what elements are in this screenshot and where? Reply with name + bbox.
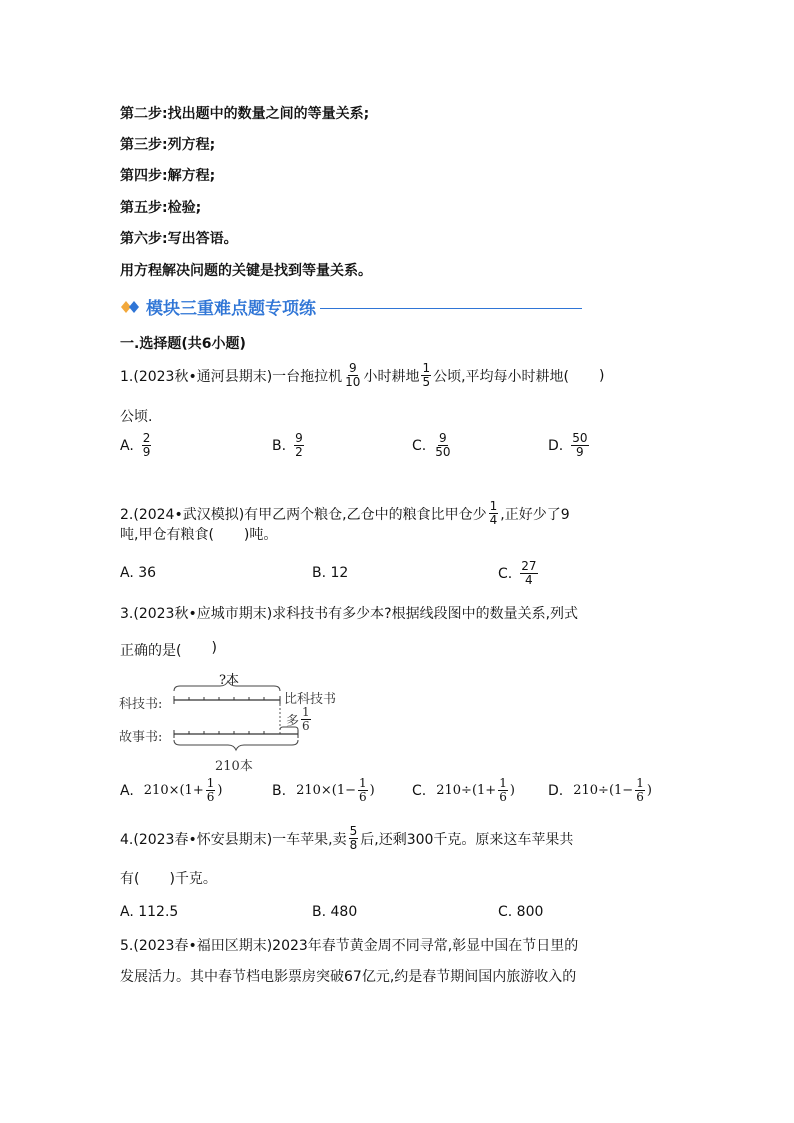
answer-blank[interactable] [181, 640, 211, 660]
diagram-note-2: 多 $\frac{1}{6}$ [286, 705, 310, 733]
q1-option-b[interactable]: B. $\frac{9}{2}$ [272, 431, 303, 459]
question-2: 2.(2024•武汉模拟)有甲乙两个粮仓,乙仓中的粮食比甲仓少 $\frac{1}{4}$ ,正好少了9 [120, 499, 570, 527]
answer-blank[interactable] [214, 524, 244, 544]
section-title: 一.选择题(共6小题) [120, 336, 246, 352]
q3-line-2: 正确的是( ) [120, 640, 217, 659]
q1-text: 1.(2023秋•通河县期末)一台拖拉机 [120, 368, 343, 385]
q4-fraction: $\frac{5}{8}$ [349, 824, 358, 852]
q1-unit: 公顷. [120, 409, 153, 425]
segment-diagram [170, 680, 310, 760]
diagram-note-1: 比科技书 [284, 692, 337, 707]
answer-blank[interactable] [139, 868, 169, 888]
module-divider [320, 308, 582, 309]
q4-line-2: 有( )千克。 [120, 868, 217, 888]
diagram-bottom-label: 210本 [215, 759, 253, 774]
q3-option-c[interactable]: C. 210÷(1+ $\frac{1}{6}$ ) [412, 776, 515, 804]
diagram-row2-label: 故事书: [119, 730, 163, 745]
q4-option-b[interactable]: B. 480 [312, 904, 358, 920]
question-5: 5.(2023春•福田区期末)2023年春节黄金周不同寻常,彰显中国在节日里的 [120, 938, 579, 954]
step-2: 第二步:找出题中的数量之间的等量关系; [120, 106, 370, 122]
step-4: 第四步:解方程; [120, 168, 216, 184]
q2-option-c[interactable]: C. $\frac{27}{4}$ [498, 559, 537, 587]
module-header [120, 294, 582, 319]
step-3: 第三步:列方程; [120, 137, 216, 153]
q1-option-c[interactable]: C. $\frac{9}{50}$ [412, 431, 451, 459]
q2-option-b[interactable]: B. 12 [312, 565, 349, 581]
q4-option-a[interactable]: A. 112.5 [120, 904, 179, 920]
q4-option-c[interactable]: C. 800 [498, 904, 544, 920]
q2-fraction: $\frac{1}{4}$ [489, 499, 498, 527]
q1-option-d[interactable]: D. $\frac{50}{9}$ [548, 431, 588, 459]
diamond-icon [120, 299, 142, 315]
key-point: 用方程解决问题的关键是找到等量关系。 [120, 263, 372, 279]
q1-option-a[interactable]: A. $\frac{2}{9}$ [120, 431, 151, 459]
module-title: 模块三重难点题专项练 [146, 299, 316, 319]
step-5: 第五步:检验; [120, 200, 202, 216]
question-3: 3.(2023秋•应城市期末)求科技书有多少本?根据线段图中的数量关系,列式 [120, 606, 579, 622]
q2-option-a[interactable]: A. 36 [120, 565, 157, 581]
q1-fraction-2: $\frac{1}{5}$ [422, 361, 431, 389]
q1-fraction-1: $\frac{9}{10}$ [345, 361, 361, 389]
diagram-top-label: ?本 [219, 673, 239, 688]
q3-option-a[interactable]: A. 210×(1+ $\frac{1}{6}$ ) [120, 776, 223, 804]
q1-text-3: 公顷,平均每小时耕地( [433, 368, 570, 385]
question-1: 1.(2023秋•通河县期末)一台拖拉机 $\frac{9}{10}$ 小时耕地 $\frac{1}{5}$ 公顷,平均每小时耕地( ) [120, 361, 605, 389]
q1-text-2: 小时耕地 [363, 368, 420, 385]
question-5-line-2: 发展活力。其中春节档电影票房突破67亿元,约是春节期间国内旅游收入的 [120, 969, 577, 985]
q2-line-2: 吨,甲仓有粮食( )吨。 [120, 524, 277, 544]
q3-option-b[interactable]: B. 210×(1− $\frac{1}{6}$ ) [272, 776, 375, 804]
q3-option-d[interactable]: D. 210÷(1− $\frac{1}{6}$ ) [548, 776, 652, 804]
question-4: 4.(2023春•怀安县期末)一车苹果,卖 $\frac{5}{8}$ 后,还剩300千克。原来这车苹果共 [120, 824, 574, 852]
diagram-row1-label: 科技书: [119, 697, 163, 712]
step-6: 第六步:写出答语。 [120, 231, 238, 247]
